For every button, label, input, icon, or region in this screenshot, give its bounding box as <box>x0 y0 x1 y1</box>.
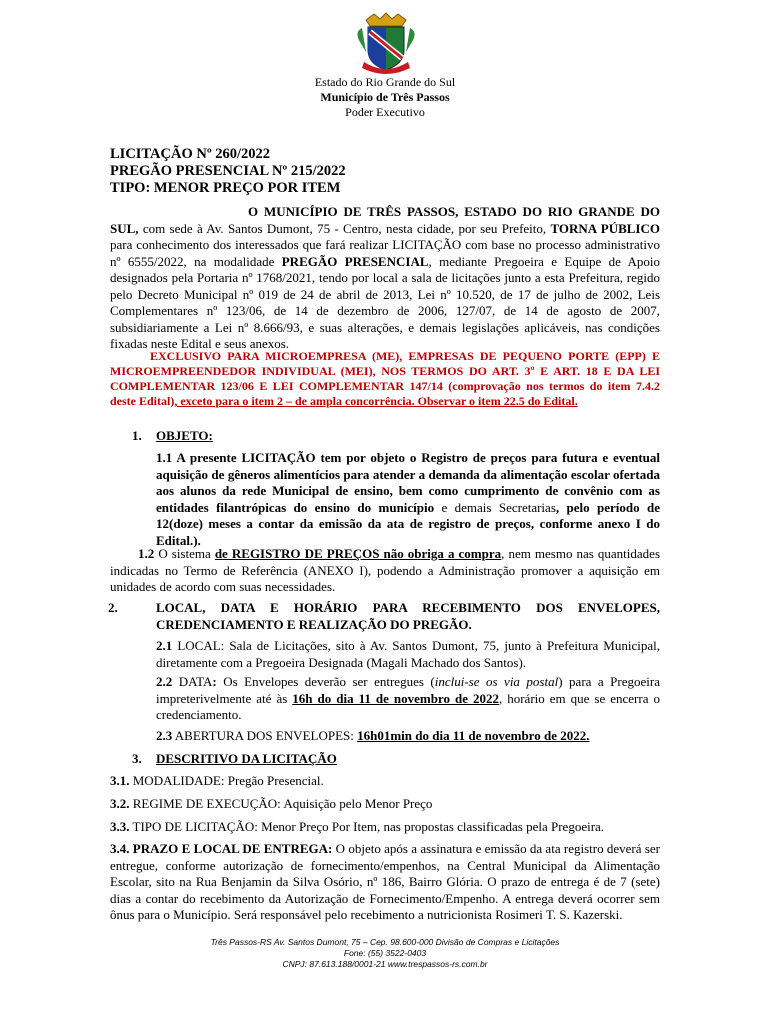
footer-cnpj: CNPJ: 87.613.188/0001-21 www.trespassos-rs.com.br <box>282 959 488 969</box>
branch-name: Poder Executivo <box>345 105 425 119</box>
item-2-2 <box>156 674 660 724</box>
item-2-2-text-1: Os Envelopes deverão ser entregues ( <box>216 674 435 689</box>
item-3-4 <box>110 841 660 924</box>
item-2-3-number: 2.3 <box>156 728 173 743</box>
title-licitacao: LICITAÇÃO Nº 260/2022 <box>110 146 271 162</box>
item-3-2 <box>110 796 660 813</box>
item-2-1 <box>156 638 660 671</box>
item-3-3-number: 3.3. <box>110 819 130 834</box>
exclusive-part-1: EXCLUSIVO PARA MICROEMPRESA (ME), EMPRESAS DE PEQUENO PORTE (EPP) E MICROEMPREENDEDOR INDIVIDUAL (MEI), NOS TERMOS DO ART. 3º E ART. 18 E DA LEI COMPLEMENTAR 123/06 E LEI COMPLEMENTAR 147/14 (comprovação nos termos do item 7.4.2 deste Edital) <box>110 349 660 408</box>
municipality-name: Município de Três Passos <box>320 90 450 104</box>
section-3-number: 3. <box>132 751 142 766</box>
item-3-3 <box>110 819 660 836</box>
section-1 <box>110 428 660 445</box>
item-3-4-title: PRAZO E LOCAL DE ENTREGA: <box>129 841 333 856</box>
item-2-2-text-3: , horário em que se encerra o credenciamento. <box>156 690 660 722</box>
section-3-title: DESCRITIVO DA LICITAÇÃO <box>156 751 337 766</box>
exclusive-notice <box>110 349 660 409</box>
document-header <box>0 75 770 120</box>
item-3-1-number: 3.1. <box>110 773 130 788</box>
item-1-2-registro: de REGISTRO DE PREÇOS não obriga a compra <box>214 546 502 561</box>
item-2-1-number: 2.1 <box>156 638 173 653</box>
item-2-2-deadline: 16h do dia 11 de novembro de 2022 <box>292 690 499 706</box>
item-1-1-period: , pelo período de 12(doze) meses a contar da emissão da ata de registro de preços, conforme anexo I do Edital.). <box>156 499 660 548</box>
section-2-number: 2. <box>108 600 118 615</box>
item-2-2-text-2: ) para a Pregoeira impreterivelmente até às <box>156 674 660 706</box>
section-1-title: OBJETO: <box>156 428 213 443</box>
item-2-3-text: ABERTURA DOS ENVELOPES: <box>172 728 358 743</box>
item-1-1 <box>156 450 660 549</box>
item-1-1-secretarias: e demais Secretarias <box>434 499 556 515</box>
title-tipo: TIPO: MENOR PREÇO POR ITEM <box>110 180 341 196</box>
item-1-2 <box>110 546 660 596</box>
item-1-2-text-1: O sistema <box>154 546 215 561</box>
intro-text-1: com sede à Av. Santos Dumont, 75 - Centro, nesta cidade, por seu Prefeito, <box>138 220 551 236</box>
footer-address: Três Passos-RS Av. Santos Dumont, 75 – Cep. 98.600-000 Divisão de Compras e Licitações <box>210 937 560 947</box>
item-2-3 <box>156 728 660 745</box>
municipal-crest-icon <box>352 12 420 76</box>
item-2-2-postal: inclui-se os via postal <box>434 674 559 689</box>
item-2-3-opening: 16h01min do dia 11 de novembro de 2022. <box>357 728 590 743</box>
item-1-2-text-2: , nem mesmo nas quantidades indicadas no Termo de Referência (ANEXO I), podendo a Administração promover a aquisição em unidades de acordo com suas necessidades. <box>110 546 660 594</box>
intro-lead: O MUNICÍPIO DE TRÊS PASSOS, ESTADO DO RIO GRANDE DO SUL, <box>110 204 660 236</box>
exclusive-part-2: , exceto para o item 2 – de ampla concorrência. Observar o item 22.5 do Edital. <box>174 394 578 408</box>
intro-text-3: , mediante Pregoeira e Equipe de Apoio designados pela Portaria nº 1768/2021, tendo por local a sala de licitações junto a esta Prefeitura, regido pelo Decreto Municipal nº 019 de 24 de abril de 2013, Lei nº 10.520, de 17 de julho de 2002, Leis Complementares nº 123/06, de 14 de dezembro de 2006, 127/07, de 14 de agosto de 2007, subsidiariamente a Lei nº 8.666/93, e suas alterações, e demais legislações aplicáveis, nas condições fixadas neste Edital e seus anexos. <box>110 253 660 351</box>
page-footer <box>0 937 770 970</box>
item-3-4-text: O objeto após a assinatura e emissão da ata registro deverá ser entregue, conforme autorização de fornecimento/empenhos, na Central Municipal da Alimentação Escolar, sito na Rua Benjamin da Silva Osório, nº 186, Bairro Glória. O prazo de entrega é de 7 (sete) dias a contar do recebimento da Autorização de Fornecimento/Empenho. A entrega deverá ocorrer sem ônus para o Município. Será responsável pelo recebimento a nutricionista Rosimeri T. S. Kazerski. <box>110 841 660 922</box>
item-2-2-colon: : <box>212 674 217 689</box>
item-3-4-number: 3.4. <box>110 841 130 856</box>
item-2-2-data-label: DATA <box>172 674 213 689</box>
intro-torna-publico: TORNA PÚBLICO <box>550 220 660 236</box>
section-2-heading <box>108 600 660 633</box>
title-pregao: PREGÃO PRESENCIAL Nº 215/2022 <box>110 163 346 179</box>
intro-paragraph <box>110 204 660 353</box>
section-2-title: LOCAL, DATA E HORÁRIO PARA RECEBIMENTO DOS ENVELOPES, CREDENCIAMENTO E REALIZAÇÃO DO PREGÃO. <box>156 600 660 632</box>
item-3-2-number: 3.2. <box>110 796 130 811</box>
state-name: Estado do Rio Grande do Sul <box>314 75 456 89</box>
document-titles <box>110 146 346 197</box>
section-1-heading <box>110 428 660 445</box>
item-3-1-text: MODALIDADE: Pregão Presencial. <box>129 773 324 788</box>
intro-text-2: para conhecimento dos interessados que fará realizar LICITAÇÃO com base no processo administrativo nº 6555/2022, na modalidade <box>110 237 660 269</box>
item-3-1 <box>110 773 660 790</box>
item-1-2-number: 1.2 <box>138 546 155 561</box>
intro-modalidade: PREGÃO PRESENCIAL <box>281 253 429 269</box>
item-1-1-text: A presente LICITAÇÃO tem por objeto o Registro de preços para futura e eventual aquisição de gêneros alimentícios para atender a demanda da alimentação escolar ofertada aos alunos da rede Municipal de ensino, bem como cumprimento de convênio com as entidades filantrópicas do ensino do município <box>156 450 660 515</box>
item-2-2-number: 2.2 <box>156 674 173 689</box>
item-2-1-text: LOCAL: Sala de Licitações, sito à Av. Santos Dumont, 75, junto à Prefeitura Municipal, diretamente com a Pregoeira Designada (Magali Machado dos Santos). <box>156 638 660 670</box>
section-1-number: 1. <box>132 428 142 443</box>
footer-phone: Fone: (55) 3522-0403 <box>343 948 427 958</box>
item-3-3-text: TIPO DE LICITAÇÃO: Menor Preço Por Item, nas propostas classificadas pela Pregoeira. <box>129 819 605 834</box>
item-3-2-text: REGIME DE EXECUÇÃO: Aquisição pelo Menor Preço <box>129 796 433 811</box>
section-3-heading <box>132 751 660 768</box>
item-1-1-number: 1.1 <box>156 450 173 465</box>
